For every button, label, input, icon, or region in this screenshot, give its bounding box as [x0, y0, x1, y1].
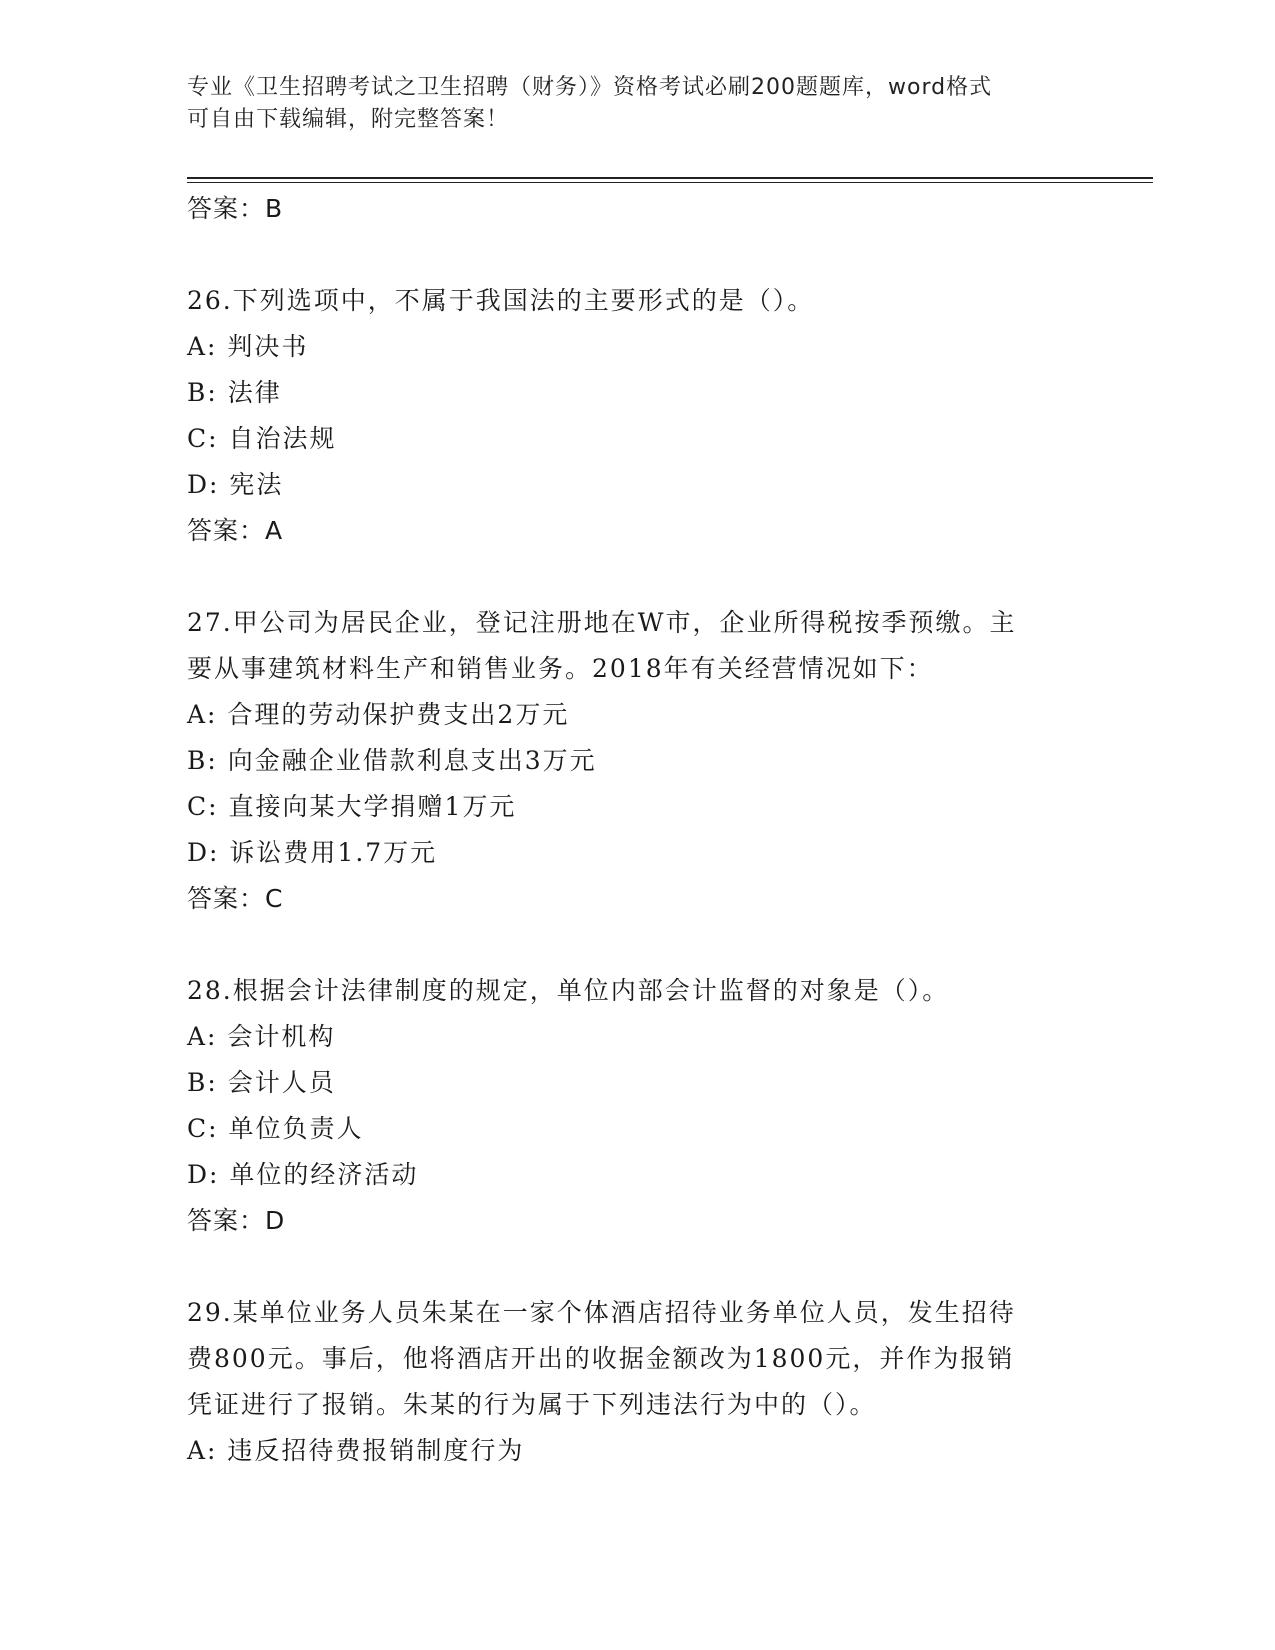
question-block-26 — [187, 278, 1087, 554]
question-block-28 — [187, 968, 1087, 1244]
spacer — [187, 554, 1087, 600]
option-d: D: 单位的经济活动 — [187, 1160, 419, 1189]
spacer — [187, 232, 1087, 278]
header-divider — [187, 177, 1153, 183]
question-list — [187, 186, 1087, 1474]
option-c: C: 自治法规 — [187, 424, 337, 453]
option-b: B: 会计人员 — [187, 1068, 336, 1097]
question-text: 要从事建筑材料生产和销售业务。2018年有关经营情况如下： — [187, 654, 934, 683]
option-d: D: 诉讼费用1.7万元 — [187, 838, 438, 867]
question-text: 29.某单位业务人员朱某在一家个体酒店招待业务单位人员，发生招待 — [187, 1298, 1016, 1327]
question-block-29 — [187, 1290, 1087, 1474]
answer-line: 答案：C — [187, 884, 284, 913]
spacer — [187, 1244, 1087, 1290]
option-a: A: 违反招待费报销制度行为 — [187, 1436, 525, 1465]
spacer — [187, 922, 1087, 968]
answer-line: 答案：A — [187, 516, 284, 545]
option-a: A: 会计机构 — [187, 1022, 336, 1051]
option-a: A: 判决书 — [187, 332, 309, 361]
header-line-1: 专业《卫生招聘考试之卫生招聘（财务）》资格考试必刷200题题库，word格式 — [187, 75, 993, 100]
header-line-2: 可自由下载编辑，附完整答案！ — [187, 107, 510, 132]
question-text: 27.甲公司为居民企业，登记注册地在W市，企业所得税按季预缴。主 — [187, 608, 1017, 637]
page-header — [187, 72, 1087, 136]
answer-line: 答案：B — [187, 194, 284, 223]
option-a: A: 合理的劳动保护费支出2万元 — [187, 700, 570, 729]
question-text: 凭证进行了报销。朱某的行为属于下列违法行为中的（）。 — [187, 1390, 877, 1419]
option-c: C: 直接向某大学捐赠1万元 — [187, 792, 517, 821]
option-d: D: 宪法 — [187, 470, 284, 499]
option-c: C: 单位负责人 — [187, 1114, 364, 1143]
option-b: B: 法律 — [187, 378, 282, 407]
answer-line: 答案：D — [187, 1206, 286, 1235]
question-text: 费800元。事后，他将酒店开出的收据金额改为1800元，并作为报销 — [187, 1344, 1015, 1373]
question-block-27 — [187, 600, 1087, 922]
question-text: 28.根据会计法律制度的规定，单位内部会计监督的对象是（）。 — [187, 976, 950, 1005]
option-b: B: 向金融企业借款利息支出3万元 — [187, 746, 597, 775]
question-text: 26.下列选项中，不属于我国法的主要形式的是（）。 — [187, 286, 815, 315]
